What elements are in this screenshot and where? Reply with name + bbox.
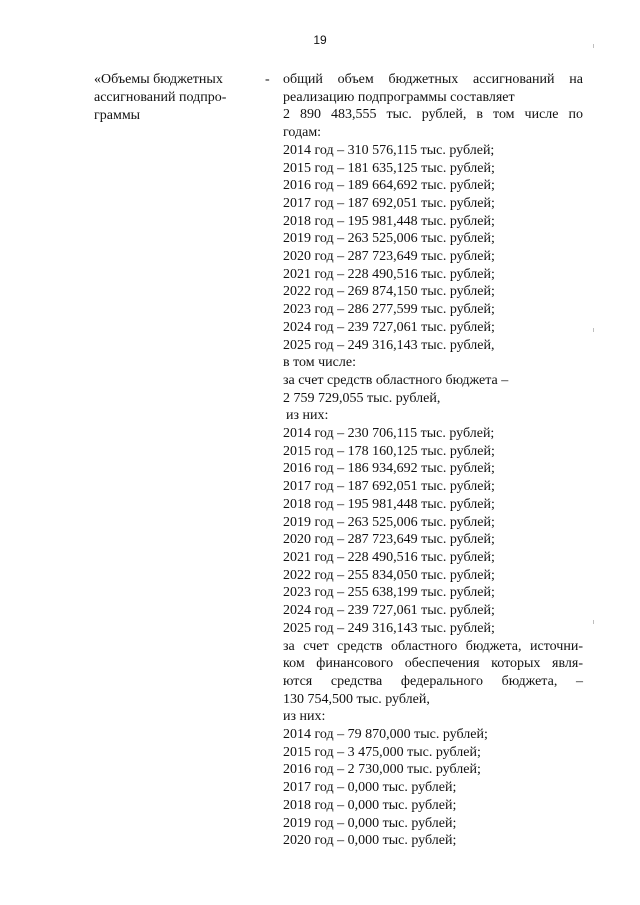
list-item: 2022 год – 269 874,150 тыс. рублей; bbox=[283, 284, 495, 300]
list-item: 2024 год – 239 727,061 тыс. рублей; bbox=[283, 319, 495, 335]
list-item: 2017 год – 187 692,051 тыс. рублей; bbox=[283, 195, 495, 211]
separator-dash: - bbox=[265, 72, 270, 87]
list-item: 2023 год – 286 277,599 тыс. рублей; bbox=[283, 302, 495, 318]
list-item: 2016 год – 186 934,692 тыс. рублей; bbox=[283, 461, 495, 477]
list-item: 2025 год – 249 316,143 тыс. рублей; bbox=[283, 620, 495, 636]
list-item: 2014 год – 79 870,000 тыс. рублей; bbox=[283, 727, 488, 743]
list-item: 2015 год – 178 160,125 тыс. рублей; bbox=[283, 443, 495, 459]
list-item: 2014 год – 230 706,115 тыс. рублей; bbox=[283, 426, 495, 442]
list-item: 2017 год – 0,000 тыс. рублей; bbox=[283, 780, 457, 796]
list-item: 2016 год – 189 664,692 тыс. рублей; bbox=[283, 178, 495, 194]
page-number: 19 bbox=[313, 33, 327, 47]
intro-line: общий объем бюджетных ассигнований на bbox=[283, 72, 583, 87]
list-item: 2019 год – 263 525,006 тыс. рублей; bbox=[283, 231, 495, 247]
list-item: 2018 год – 195 981,448 тыс. рублей; bbox=[283, 213, 495, 229]
scan-mark bbox=[593, 620, 594, 624]
list-item: 2023 год – 255 638,199 тыс. рублей; bbox=[283, 585, 495, 601]
total-by-year-list bbox=[283, 142, 583, 354]
regional-by-year-list bbox=[283, 425, 583, 637]
scan-mark bbox=[593, 44, 594, 48]
list-item: 2021 год – 228 490,516 тыс. рублей; bbox=[283, 266, 495, 282]
list-item: 2025 год – 249 316,143 тыс. рублей, bbox=[283, 337, 495, 353]
federal-line: ются средства федерального бюджета, – bbox=[283, 673, 583, 689]
list-item: 2019 год – 0,000 тыс. рублей; bbox=[283, 815, 457, 831]
federal-line: ком финансового обеспечения которых явля- bbox=[283, 656, 583, 672]
list-item: 2015 год – 3 475,000 тыс. рублей; bbox=[283, 744, 481, 760]
of-them-heading: из них: bbox=[283, 709, 326, 725]
list-item: 2019 год – 263 525,006 тыс. рублей; bbox=[283, 514, 495, 530]
intro-total-line: 2 890 483,555 тыс. рублей, в том числе по bbox=[283, 107, 583, 123]
regional-total-line: 2 759 729,055 тыс. рублей, bbox=[283, 390, 441, 406]
federal-by-year-list bbox=[283, 726, 583, 850]
federal-total-line: 130 754,500 тыс. рублей, bbox=[283, 691, 430, 707]
list-item: 2016 год – 2 730,000 тыс. рублей; bbox=[283, 762, 481, 778]
federal-line: за счет средств областного бюджета, источни- bbox=[283, 638, 583, 654]
list-item: 2022 год – 255 834,050 тыс. рублей; bbox=[283, 567, 495, 583]
list-item: 2018 год – 0,000 тыс. рублей; bbox=[283, 797, 457, 813]
list-item: 2017 год – 187 692,051 тыс. рублей; bbox=[283, 479, 495, 495]
including-heading: в том числе: bbox=[283, 355, 356, 371]
list-item: 2014 год – 310 576,115 тыс. рублей; bbox=[283, 142, 495, 158]
intro-line: реализацию подпрограммы составляет bbox=[283, 89, 515, 105]
list-item: 2020 год – 287 723,649 тыс. рублей; bbox=[283, 249, 495, 265]
left-column-label bbox=[94, 71, 254, 125]
regional-line: за счет средств областного бюджета – bbox=[283, 372, 509, 388]
list-item: 2020 год – 0,000 тыс. рублей; bbox=[283, 833, 457, 849]
left-label-line: ассигнований подпро- bbox=[94, 90, 227, 105]
list-item: 2015 год – 181 635,125 тыс. рублей; bbox=[283, 160, 495, 176]
list-item: 2020 год – 287 723,649 тыс. рублей; bbox=[283, 532, 495, 548]
list-item: 2018 год – 195 981,448 тыс. рублей; bbox=[283, 496, 495, 512]
list-item: 2021 год – 228 490,516 тыс. рублей; bbox=[283, 549, 495, 565]
intro-line: годам: bbox=[283, 125, 322, 141]
scan-mark bbox=[593, 328, 594, 332]
left-label-line: «Объемы бюджетных bbox=[94, 72, 223, 87]
of-them-heading: из них: bbox=[286, 408, 329, 424]
list-item: 2024 год – 239 727,061 тыс. рублей; bbox=[283, 603, 495, 619]
right-column-content bbox=[283, 71, 583, 850]
left-label-line: граммы bbox=[94, 108, 141, 123]
